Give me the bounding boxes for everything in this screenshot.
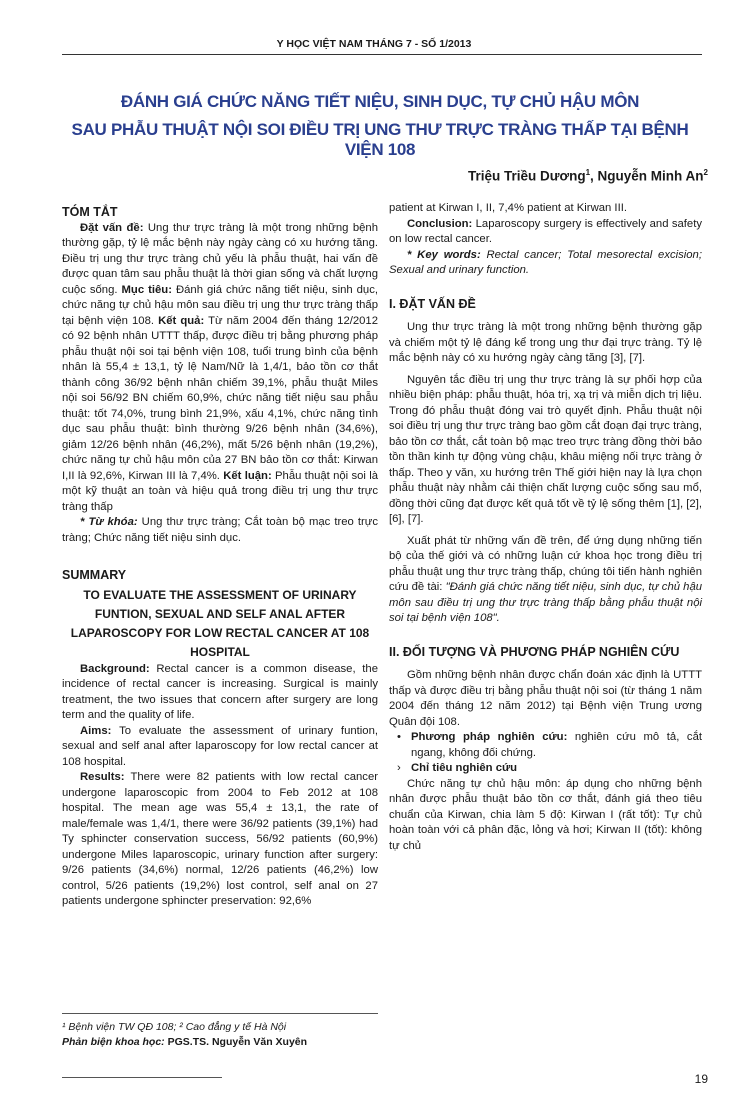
page-number: 19 [694,1072,708,1086]
section-2-paragraph-2: Chức năng tự chủ hậu môn: áp dụng cho những bệnh nhân được phẫu thuật bảo tồn cơ thắt, đánh giá theo tiêu chuẩn của Kirwan, chia làm 5 độ: Kirwan I (rất tốt): Tự chủ hoàn toàn với cả phân đặc, lỏng và hơi; Kirwan II (tốt): không tự chủ [389,777,702,852]
lead-aims: Aims: [80,724,112,737]
summary-results [62,770,378,910]
reviewer [62,1035,392,1050]
reviewer-name: PGS.TS. Nguyễn Văn Xuyên [164,1036,308,1048]
lead-ket-luan: Kết luận: [223,469,272,482]
author-2: Nguyễn Minh An [597,168,704,184]
abstract-text-b: Đánh giá chức năng tiết niệu, sinh dục, chức năng tự chủ hậu môn sau điều trị ung thư trực tràng thấp tại bệnh viện 108. [62,283,378,327]
section-2-paragraph-1: Gồm những bệnh nhân được chẩn đoán xác định là UTTT thấp và được điều trị bằng phẫu thuật nội soi (từ tháng 1 năm 2004 đến tháng 12 năm 2012) tại Bệnh viện Trung ương Quân đội 108. [389,669,702,728]
lead-results: Results: [80,771,125,783]
bullet-chevron-icon: › [397,762,401,774]
abstract-text-c: Từ năm 2004 đến tháng 12/2012 có 92 bệnh nhân UTTT thấp, được điều trị bằng phương pháp phẫu thuật nội soi tại bệnh viện 108, tuổi trung bình của bệnh nhân là 55,4 ± 13,1, tỷ lệ Nam/Nữ là 1,4/1, bảo tồn cơ thắt thành công 36/92 bệnh nhân chiếm 39,1%, phẫu thuật Miles nội soi 56/92 BN chiếm 60,9%, chức năng tiết niệu sau phẫu thuật: tốt 74,0%, trung bình 21,9%, xấu 4,1%, chức năng tình dục sau phẫu thuật: bình thường 9/26 bệnh nhân (34,6%), giảm 12/26 bệnh nhân (46,2%), mất 5/26 bệnh nhân (19,2%), chức năng tự chủ hậu môn của 27 BN bảo tồn cơ thắt: Kirwan I,II là 92,6%, Kirwan III là 7,4%. [62,314,378,482]
article-title-line-2: SAU PHẪU THUẬT NỘI SOI ĐIỀU TRỊ UNG THƯ TRỰC TRÀNG THẤP TẠI BỆNH VIỆN 108 [71,120,689,159]
keywords-vn-text: Ung thư trực tràng; Cắt toàn bộ mạc treo trực tràng; Chức năng tiết niệu sinh dục. [62,516,378,544]
method-text: nghiên cứu mô tả, cắt ngang, không đối chứng. [411,731,703,759]
conclusion-text: Laparoscopy surgery is effectively and safety on low rectal cancer. [389,217,702,245]
journal-header: Y HỌC VIỆT NAM THÁNG 7 - SỐ 1/2013 [276,38,472,50]
keywords-en [389,248,702,279]
summary-conclusion [389,217,702,248]
section-1-paragraph-1: Ung thư trực tràng là một trong những bệnh thường gặp và chiếm một tỷ lệ đáng kể trong ung thư đại trực tràng. Tỷ lệ mắc bệnh này có xu hướng ngày càng tăng [3], [7]. [389,321,702,364]
authors [468,168,708,184]
lead-muc-tieu: Mục tiêu: [121,283,172,296]
results-text: There were 82 patients with low rectal cancer undergone laparoscopic from 2004 to Feb 2012 at 108 hospital. The mean age was 55,4 ± 13,1, the rate of male/female was 1,4/1, there were 36/92 patients (39,1%) had Ty sphincter conservation success, 56/92 patients (60,9%) undergone Miles laparoscopic, urinary function after surgery: 9/26 patients (34,6%) normal, 12/26 patients (46,2%) low control, 5/26 patients (19,2%) lost control, self anal on 27 patients undergone sphincter preservation: 92,6% [62,771,378,907]
study-title-quote: "Đánh giá chức năng tiết niệu, sinh dục, tự chủ hậu môn sau điều trị ung thư trực tràng thấp bằng phẫu thuật nội soi tại bệnh viện 108". [389,581,703,624]
bullet-method [389,730,702,761]
bottom-rule [62,1077,222,1078]
summary-aims [62,724,378,771]
section-1-paragraph-3 [389,534,702,627]
aims-text: To evaluate the assessment of urinary funtion, sexual and self anal after laparoscopy for low rectal cancer at 108 hospital. [62,724,378,768]
abstract-heading: TÓM TẮT [62,205,118,219]
background-text: Rectal cancer is a common disease, the incidence of rectal cancer is increasing. Surgical is mainly treatment, the two issues that concern after surgery are long term and the quality of life. [62,662,378,721]
lead-background: Background: [80,662,150,675]
article-title-line-1: ĐÁNH GIÁ CHỨC NĂNG TIẾT NIỆU, SINH DỤC, TỰ CHỦ HẬU MÔN [120,92,640,111]
section-2-heading: II. ĐỐI TƯỢNG VÀ PHƯƠNG PHÁP NGHIÊN CỨU [389,644,680,659]
lead-conclusion: Conclusion: [407,217,473,230]
affiliations: ¹ Bệnh viện TW QĐ 108; ² Cao đẳng y tế Hà Nội [62,1021,287,1033]
keywords-en-text: Rectal cancer; Total mesorectal excision; Sexual and urinary function. [389,248,702,276]
section-1-heading: I. ĐẶT VẤN ĐỀ [389,296,476,311]
abstract-text-a: Ung thư trực tràng là một trong những bệnh thường gặp, tỷ lệ mắc bệnh này ngày càng có xu hướng tăng. Điều trị ung thư trực tràng chủ yếu là phẫu thuật, hai vấn đề được quan tâm sau phẫu thuật là thời gian sống và chất lượng cuộc sống. [62,221,378,296]
lead-dat-van-de: Đặt vấn đề: [80,221,144,234]
author-1: Triệu Triều Dương [467,168,586,184]
header-rule [62,54,702,55]
keywords-vn [62,515,378,546]
right-column [389,201,702,854]
left-column [62,200,378,910]
lead-criteria: Chỉ tiêu nghiên cứu [411,762,518,774]
bullet-dot-icon: • [397,731,401,743]
abstract-paragraph [62,221,378,516]
reviewer-lead: Phản biện khoa học: [62,1036,165,1048]
summary-heading: SUMMARY [62,568,127,582]
results-continued: patient at Kirwan I, II, 7,4% patient at Kirwan III. [389,202,627,214]
abstract-text-d: Phẫu thuật nội soi là một kỹ thuật an toàn và hiệu quả trong điều trị ung thư trực tràng thấp [62,469,378,513]
author-1-affil: 1 [585,168,591,177]
keywords-vn-lead: * Từ khóa: [80,516,138,528]
summary-title: TO EVALUATE THE ASSESSMENT OF URINARY FUNTION, SEXUAL AND SELF ANAL AFTER LAPAROSCOPY FOR LOW RECTAL CANCER AT 108 HOSPITAL [70,587,370,659]
summary-background [62,662,378,724]
section-1-paragraph-2: Nguyên tắc điều trị ung thư trực tràng là sự phối hợp của nhiều biện pháp: phẫu thuật, hóa trị, xạ trị và miễn dịch trị liệu. Trong đó phẫu thuật đóng vai trò quyết định. Phẫu thuật nội soi điều trị ung thư trực tràng bao gồm cắt đoạn đại trực tràng, bảo tồn cơ thắt, cắt toàn bộ mạc treo trực tràng đồng thời bảo tồn thần kinh tự động vùng chậu, khâu miệng nối trực tràng ở thấp. Theo y văn, xu hướng trên Thế giới hiện nay là lựa chọn phẫu thuật này nhằm cải thiện chất lượng cuộc sống sau mổ, đồng thời cũng đạt được kết quả tốt về tỷ lệ sống thêm [1], [2], [6], [7]. [389,373,702,525]
lead-method: Phương pháp nghiên cứu: [411,731,568,743]
footnote [62,1020,392,1050]
author-separator: , [590,168,598,184]
section-1-p3-text: Xuất phát từ những vấn đề trên, để ứng dụng những tiến bộ của thế giới và có những luận cứ khoa học trong điều trị phẫu thuật ung thư trực tràng thấp, chúng tôi tiến hành nghiên cứu đề tài: [389,534,702,593]
keywords-en-lead: * Key words: [407,248,481,261]
bullet-criteria [389,761,702,777]
lead-ket-qua: Kết quả: [158,314,205,327]
author-2-affil: 2 [703,168,708,177]
footnote-rule [62,1013,378,1014]
